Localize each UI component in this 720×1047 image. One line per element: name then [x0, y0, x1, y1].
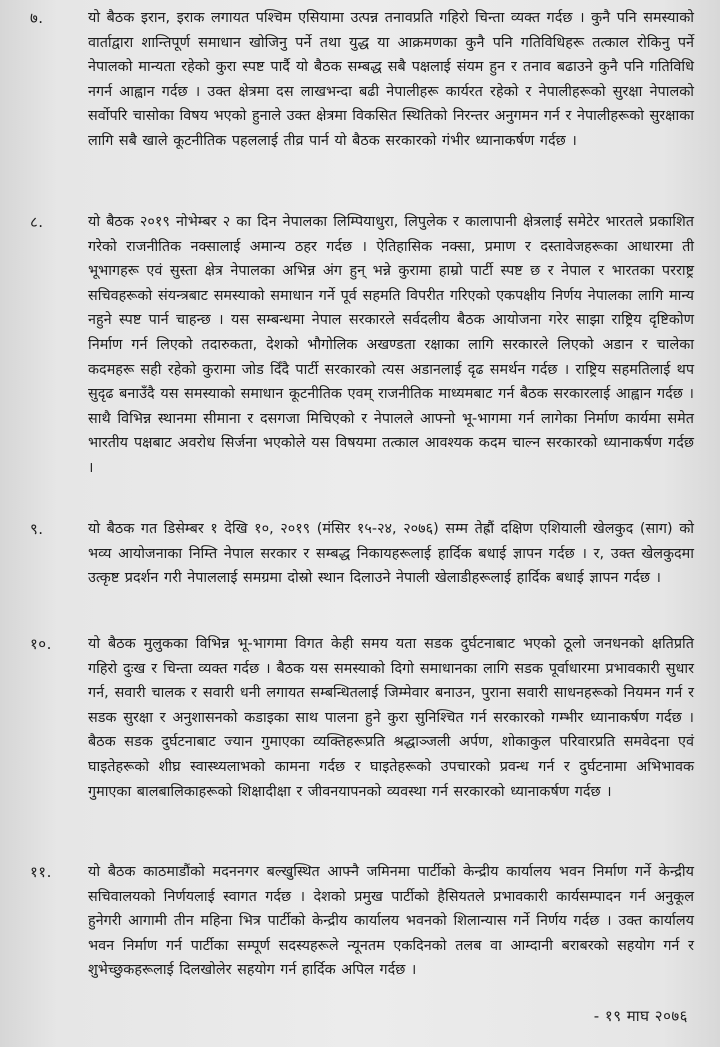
item-number: ७. — [30, 9, 44, 27]
item-text: यो बैठक इरान, इराक लगायत पश्चिम एसियामा उत्पन्न तनावप्रति गहिरो चिन्ता व्यक्त गर्दछ । कुनै पनि समस्याको वार्ताद्वारा शान्तिपूर्ण समाधान खोजिनु पर्ने तथा युद्ध या आक्रमणका कुनै पनि गतिविधिहरू तत्काल रोकिनु पर्ने नेपालको मान्यता रहेको कुरा स्पष्ट पार्दै यो बैठक सम्बद्ध सबै पक्षलाई संयम हुन र तनाव बढाउने कुनै पनि गतिविधि नगर्न आह्वान गर्दछ । उक्त क्षेत्रमा दस लाखभन्दा बढी नेपालीहरू कार्यरत रहेको र नेपालीहरूको सुरक्षा नेपालको सर्वोपरि चासोका विषय भएको हुनाले उक्त क्षेत्रमा विकसित स्थितिको निरन्तर अनुगमन गर्न र नेपालीहरूको सुरक्षाका लागि सबै खाले कूटनीतिक पहललाई तीव्र पार्न यो बैठक सरकारको गंभीर ध्यानाकर्षण गर्दछ । — [88, 10, 694, 149]
item-text: यो बैठक गत डिसेम्बर १ देखि १०, २०१९ (मंसिर १५-२४, २०७६) सम्म तेह्रौं दक्षिण एशियाली खेलकुद (साग) को भव्य आयोजनाका निम्ति नेपाल सरकार र सम्बद्ध निकायहरूलाई हार्दिक बधाई ज्ञापन गर्दछ । र, उक्त खेलकुदमा उत्कृष्ट प्रदर्शन गरी नेपाललाई समग्रमा दोस्रो स्थान दिलाउने नेपाली खेलाडीहरूलाई हार्दिक बधाई ज्ञापन गर्दछ । — [88, 521, 694, 587]
item-text: यो बैठक मुलुकका विभिन्न भू-भागमा विगत केही समय यता सडक दुर्घटनाबाट भएको ठूलो जनधनको क्षतिप्रति गहिरो दुःख र चिन्ता व्यक्त गर्दछ । बैठक यस समस्याको दिगो समाधानका लागि सडक पूर्वाधारमा प्रभावकारी सुधार गर्न, सवारी चालक र सवारी धनी लगायत सम्बन्धितलाई जिम्मेवार बनाउन, पुराना सवारी साधनहरूको नियमन गर्न र सडक सुरक्षा र अनुशासनको कडाइका साथ पालना हुने कुरा सुनिश्चित गर्न सरकारको गम्भीर ध्यानाकर्षण गर्दछ । बैठक सडक दुर्घटनाबाट ज्यान गुमाएका व्यक्तिहरूप्रति श्रद्धाञ्जली अर्पण, शोकाकुल परिवारप्रति समवेदना एवं घाइतेहरूको शीघ्र स्वास्थ्यलाभको कामना गर्दछ र घाइतेहरूको उपचारको प्रवन्ध गर्न र दुर्घटनामा अभिभावक गुमाएका बालबालिकाहरूको शिक्षादीक्षा र जीवनयापनको व्यवस्था गर्न सरकारको ध्यानाकर्षण गर्दछ । — [88, 636, 694, 800]
item-number: ८. — [30, 213, 44, 231]
item-number: ९. — [30, 520, 44, 538]
item-text: यो बैठक २०१९ नोभेम्बर २ का दिन नेपालका लिम्पियाधुरा, लिपुलेक र कालापानी क्षेत्रलाई समेटेर भारतले प्रकाशित गरेको राजनीतिक नक्सालाई अमान्य ठहर गर्दछ । ऐतिहासिक नक्सा, प्रमाण र दस्तावेजहरूका आधारमा ती भूभागहरू एवं सुस्ता क्षेत्र नेपालका अभिन्न अंग हुन् भन्ने कुरामा हाम्रो पार्टी स्पष्ट छ र नेपाल र भारतका परराष्ट्र सचिवहरूको संयन्त्रबाट समस्याको समाधान गर्ने पूर्व सहमति विपरीत गरिएको एकपक्षीय निर्णय नेपालका लागि मान्य नहुने स्पष्ट पार्न चाहन्छ । यस सम्बन्धमा नेपाल सरकारले सर्वदलीय बैठक आयोजना गरेर साझा राष्ट्रिय दृष्टिकोण निर्माण गर्न लिएको तदारुकता, देशको भौगोलिक अखण्डता रक्षाका लागि सरकारले लिएको अडान र चालेका कदमहरू सही रहेको कुरामा जोड दिँदै पार्टी सरकारको त्यस अडानलाई दृढ समर्थन गर्दछ । राष्ट्रिय सहमतिलाई थप सुदृढ बनाउँदै यस समस्याको समाधान कूटनीतिक एवम् राजनीतिक माध्यमबाट गर्न बैठक सरकारलाई आह्वान गर्दछ । साथै विभिन्न स्थानमा सीमाना र दसगजा मिचिएको र नेपालले आफ्नो भू-भागमा गर्न लागेका निर्माण कार्यमा समेत भारतीय पक्षबाट अवरोध सिर्जना भएकोले यस विषयमा तत्काल आवश्यक कदम चाल्न सरकारको ध्यानाकर्षण गर्दछ । — [88, 214, 694, 476]
item-number: ११. — [30, 863, 52, 881]
item-text: यो बैठक काठमाडौंको मदननगर बल्खुस्थित आफ्नै जमिनमा पार्टीको केन्द्रीय कार्यालय भवन निर्माण गर्ने केन्द्रीय सचिवालयको निर्णयलाई स्वागत गर्दछ । देशको प्रमुख पार्टीको हैसियतले प्रभावकारी कार्यसम्पादन गर्न अनुकूल हुनेगरी आगामी तीन महिना भित्र पार्टीको केन्द्रीय कार्यालय भवनको शिलान्यास गर्ने निर्णय गर्दछ । उक्त कार्यालय भवन निर्माण गर्न पार्टीका सम्पूर्ण सदस्यहरूले न्यूनतम एकदिनको तलब वा आम्दानी बराबरको सहयोग गर्न र शुभेच्छुकहरूलाई दिलखोलेर सहयोग गर्न हार्दिक अपिल गर्दछ । — [88, 864, 694, 979]
date-signature: - १९ माघ २०७६ — [593, 1007, 688, 1025]
item-number: १०. — [30, 635, 52, 653]
